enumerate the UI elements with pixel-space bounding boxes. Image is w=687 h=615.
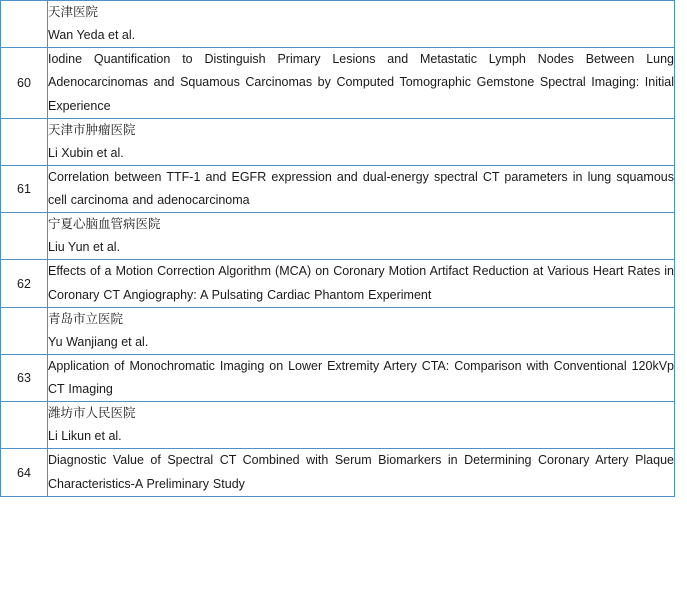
row-content [48, 165, 675, 212]
table-row [1, 213, 675, 260]
author-name: Li Xubin et al. [48, 145, 124, 160]
institution-name: 青岛市立医院 [48, 311, 124, 326]
institution-name: 宁夏心脑血管病医院 [48, 217, 161, 232]
row-content [48, 402, 675, 449]
row-number: 64 [1, 449, 48, 496]
table-row [1, 307, 675, 354]
table-row [1, 260, 675, 307]
row-content [48, 307, 675, 354]
paper-title: Iodine Quantification to Distinguish Primary Lesions and Metastatic Lymph Nodes Between Lung Adenocarcinomas and Squamous Carcinomas by Computed Tomographic Gemstone Spectral Imaging: Initial Experience [48, 52, 674, 113]
table-row [1, 402, 675, 449]
row-number [1, 213, 48, 260]
row-content [48, 260, 675, 307]
row-content [48, 48, 675, 118]
row-number [1, 402, 48, 449]
table-row [1, 165, 675, 212]
institution-name: 天津市肿瘤医院 [48, 122, 136, 137]
paper-title: Diagnostic Value of Spectral CT Combined with Serum Biomarkers in Determining Coronary Artery Plaque Characteristics-A Preliminary Study [48, 453, 674, 491]
row-content [48, 118, 675, 165]
author-name: Wan Yeda et al. [48, 28, 136, 43]
row-number: 61 [1, 165, 48, 212]
row-number: 63 [1, 354, 48, 401]
table-row [1, 449, 675, 496]
paper-title: Effects of a Motion Correction Algorithm (MCA) on Coronary Motion Artifact Reduction at Various Heart Rates in Coronary CT Angiography: A Pulsating Cardiac Phantom Experiment [48, 264, 674, 302]
table-row [1, 1, 675, 48]
author-name: Li Likun et al. [48, 429, 122, 444]
row-number [1, 118, 48, 165]
table-body [1, 1, 675, 497]
author-name: Liu Yun et al. [48, 240, 121, 255]
table-row [1, 48, 675, 118]
row-number: 60 [1, 48, 48, 118]
institution-name: 天津医院 [48, 5, 99, 19]
row-content [48, 449, 675, 496]
table-row [1, 354, 675, 401]
paper-title: Application of Monochromatic Imaging on Lower Extremity Artery CTA: Comparison with Conventional 120kVp CT Imaging [48, 358, 674, 396]
row-content [48, 1, 675, 48]
institution-name: 潍坊市人民医院 [48, 406, 136, 421]
row-content [48, 213, 675, 260]
row-number: 62 [1, 260, 48, 307]
row-content [48, 354, 675, 401]
row-number [1, 1, 48, 48]
row-number [1, 307, 48, 354]
table-row [1, 118, 675, 165]
author-name: Yu Wanjiang et al. [48, 334, 149, 349]
paper-title: Correlation between TTF-1 and EGFR expression and dual-energy spectral CT parameters in lung squamous cell carcinoma and adenocarcinoma [48, 169, 674, 207]
